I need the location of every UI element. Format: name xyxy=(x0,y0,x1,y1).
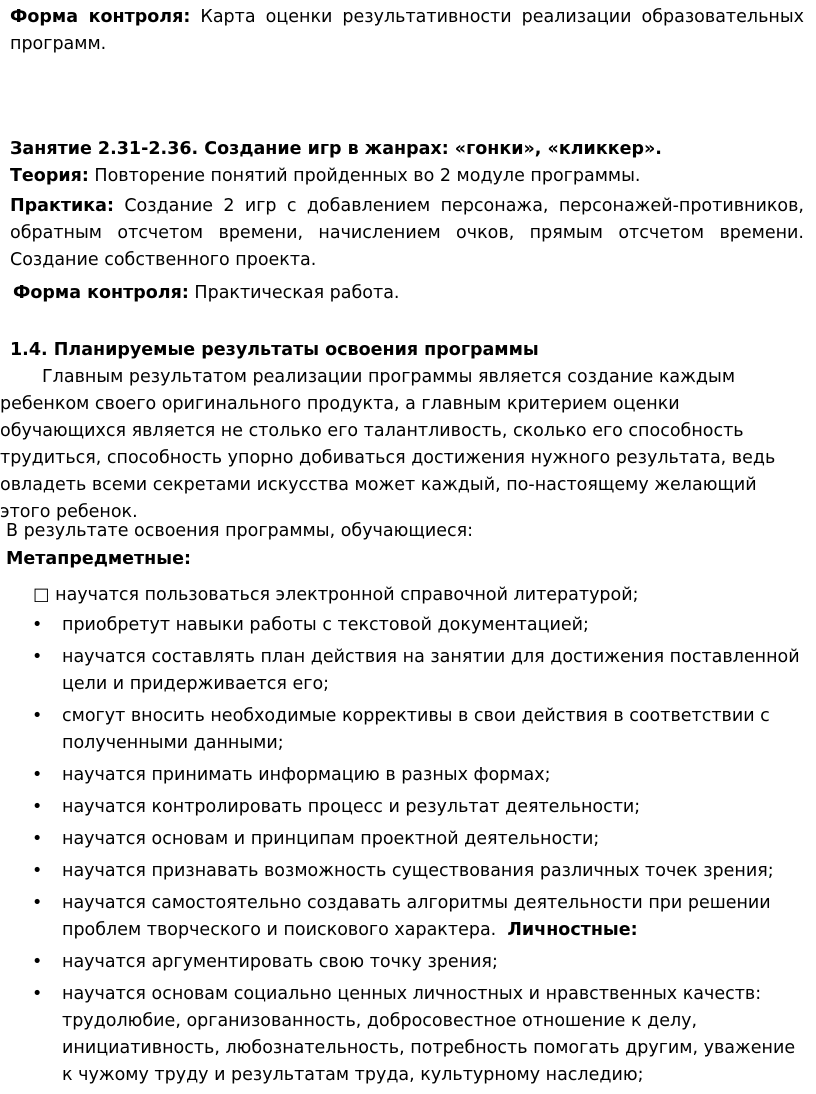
bullet-icon: • xyxy=(32,861,43,881)
bullet-icon: • xyxy=(32,829,43,849)
list-item: • смогут вносить необходимые коррективы в свои действия в соответствии с полученными данными; xyxy=(28,703,804,757)
bullet-icon: • xyxy=(32,615,43,635)
practice-line2: обратным отсчетом времени, начислением очков, прямым отсчетом времени. xyxy=(10,223,804,243)
practice-line3: Создание собственного проекта. xyxy=(10,250,317,270)
results-intro: В результате освоения программы, обучающиеся: xyxy=(6,521,474,541)
para-line-5: овладеть всеми секретами искусства может каждый, по-настоящему желающий xyxy=(0,475,757,495)
list-item: • научатся основам и принципам проектной деятельности; xyxy=(28,826,804,853)
para-line-4: трудиться, способность упорно добиваться достижения нужного результата, ведь xyxy=(0,448,776,468)
list-item: • научатся самостоятельно создавать алгоритмы деятельности при решении проблем творческого и поискового характера. Личностные: xyxy=(28,890,804,944)
list-item: • научатся контролировать процесс и результат деятельности; xyxy=(28,794,804,821)
meta-heading: Метапредметные: xyxy=(6,549,191,569)
form-control-line2: программ. xyxy=(10,34,107,54)
theory-label: Теория: xyxy=(10,166,89,186)
practice-line1 xyxy=(10,193,804,220)
bullet-icon: • xyxy=(32,984,43,1004)
practice-label: Практика: xyxy=(10,196,114,216)
meta-list xyxy=(28,612,804,1094)
list-item: • научатся основам социально ценных личностных и нравственных качеств: трудолюбие, организованность, добросовестное отношение к делу, инициативность, любознательность, потребность помогать другим, уважение к чужому труду и результатам труда, культурному наследию; xyxy=(28,981,804,1089)
para-line-6: этого ребенок. xyxy=(0,502,138,522)
para-line-3: обучающихся является не столько его талантливость, сколько его способность xyxy=(0,421,744,441)
list-item: • научатся принимать информацию в разных формах; xyxy=(28,762,804,789)
meta-item-electronic-text: научатся пользоваться электронной справочной литературой; xyxy=(55,585,639,605)
form-control-line1 xyxy=(10,4,804,31)
lesson-title: Занятие 2.31-2.36. Создание игр в жанрах: «гонки», «кликкер». xyxy=(10,139,662,159)
list-item: • научатся аргументировать свою точку зрения; xyxy=(28,949,804,976)
box-icon: □ xyxy=(33,585,50,605)
results-heading: 1.4. Планируемые результаты освоения программы xyxy=(10,340,539,360)
bullet-icon: • xyxy=(32,893,43,913)
bullet-icon: • xyxy=(32,952,43,972)
practice-text-1: Создание 2 игр с добавлением персонажа, персонажей-противников, xyxy=(113,196,804,216)
bullet-icon: • xyxy=(32,706,43,726)
list-item: • научатся признавать возможность существования различных точек зрения; xyxy=(28,858,804,885)
para-line-2: ребенком своего оригинального продукта, а главным критерием оценки xyxy=(0,394,680,414)
theory-line xyxy=(10,163,804,190)
lesson-form-label: Форма контроля: xyxy=(13,283,189,303)
bullet-icon: • xyxy=(32,647,43,667)
meta-item-electronic xyxy=(33,582,803,609)
lesson-form-text: Практическая работа. xyxy=(188,283,400,303)
para-line-1: Главным результатом реализации программы является создание каждым xyxy=(42,367,736,387)
list-item: • научатся составлять план действия на занятии для достижения поставленной цели и придерживается его; xyxy=(28,644,804,698)
theory-text: Повторение понятий пройденных во 2 модуле программы. xyxy=(88,166,641,186)
form-control-text: Карта оценки результативности реализации образовательных xyxy=(190,7,804,27)
personal-heading: Личностные: xyxy=(507,920,638,940)
bullet-icon: • xyxy=(32,797,43,817)
lesson-form-line xyxy=(13,280,807,307)
list-item: • приобретут навыки работы с текстовой документацией; xyxy=(28,612,804,639)
bullet-icon: • xyxy=(32,765,43,785)
form-control-label: Форма контроля: xyxy=(10,7,191,27)
